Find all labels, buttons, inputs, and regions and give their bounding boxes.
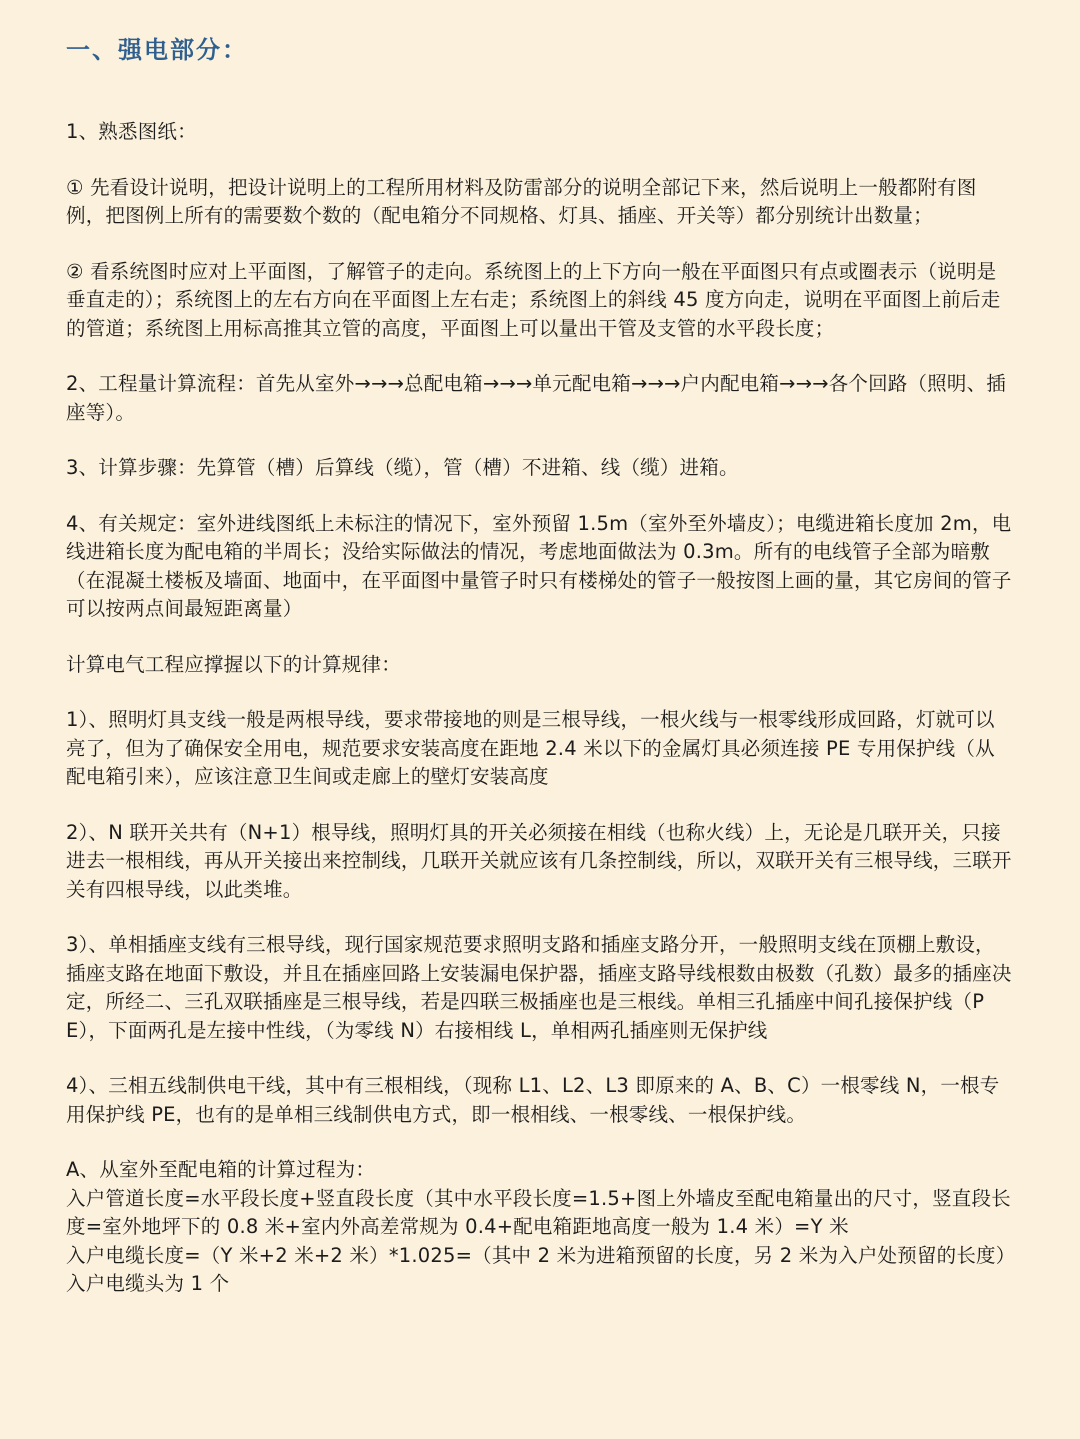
calc-pipe-length: 入户管道长度=水平段长度+竖直段长度（其中水平段长度=1.5+图上外墙皮至配电箱量出的尺寸，竖直段长度=室外地坪下的 0.8 米+室内外高差常规为 0.4+配电箱距地高度一般为 1.4 米）=Y 米	[66, 1186, 1011, 1238]
paragraph-rule-switch: 2）、N 联开关共有（N+1）根导线，照明灯具的开关必须接在相线（也称火线）上，无论是几联开关，只接进去一根相线，再从开关接出来控制线，几联开关就应该有几条控制线，所以，双联开关有三根导线，三联开关有四根导线，以此类堆。	[66, 820, 1012, 901]
section-heading: 一、强电部分：	[66, 36, 248, 64]
paragraph-rule-three-phase: 4）、三相五线制供电干线，其中有三根相线，（现称 L1、L2、L3 即原来的 A、B、C）一根零线 N，一根专用保护线 PE，也有的是单相三线制供电方式，即一根相线、一根零线、一根保护线。	[66, 1074, 1000, 1126]
calc-process-title: A、从室外至配电箱的计算过程为：	[66, 1158, 376, 1181]
paragraph-calc-flow: 2、工程量计算流程：首先从室外→→→总配电箱→→→单元配电箱→→→户内配电箱→→→各个回路（照明、插座等）。	[66, 372, 1006, 424]
calc-process-block	[66, 1156, 1014, 1299]
paragraph-rule-lighting: 1）、照明灯具支线一般是两根导线，要求带接地的则是三根导线，一根火线与一根零线形成回路，灯就可以亮了，但为了确保安全用电，规范要求安装高度在距地 2.4 米以下的金属灯具必须连接 PE 专用保护线（从配电箱引来），应该注意卫生间或走廊上的壁灯安装高度	[66, 708, 995, 788]
paragraph-rule-socket: 3）、单相插座支线有三根导线，现行国家规范要求照明支路和插座支路分开，一般照明支线在顶棚上敷设，插座支路在地面下敷设，并且在插座回路上安装漏电保护器，插座支路导线根数由极数（孔数）最多的插座决定，所经二、三孔双联插座是三根导线，若是四联三极插座也是三根线。单相三孔插座中间孔接保护线（PE），下面两孔是左接中性线，（为零线 N）右接相线 L，单相两孔插座则无保护线	[66, 933, 1012, 1042]
paragraph-calc-steps: 3、计算步骤：先算管（槽）后算线（缆），管（槽）不进箱、线（缆）进箱。	[66, 456, 739, 479]
paragraph-regulations: 4、有关规定：室外进线图纸上未标注的情况下，室外预留 1.5m（室外至外墙皮）；电缆进箱长度加 2m，电线进箱长度为配电箱的半周长；没给实际做法的情况，考虑地面做法为 0.3m。所有的电线管子全部为暗敷（在混凝土楼板及墙面、地面中，在平面图中量管子时只有楼梯处的管子一般按图上画的量，其它房间的管子可以按两点间最短距离量）	[66, 511, 1012, 620]
calc-cable-length: 入户电缆长度=（Y 米+2 米+2 米）*1.025=（其中 2 米为进箱预留的长度，另 2 米为入户处预留的长度）	[66, 1243, 1016, 1267]
paragraph-rules-title: 计算电气工程应撑握以下的计算规律：	[66, 652, 401, 676]
paragraph-design-notes: ① 先看设计说明，把设计说明上的工程所用材料及防雷部分的说明全部记下来，然后说明上一般都附有图例，把图例上所有的需要数个数的（配电箱分不同规格、灯具、插座、开关等）都分别统计出数量；	[66, 175, 977, 227]
calc-cable-head: 入户电缆头为 1 个	[66, 1272, 230, 1295]
paragraph-drawings-title: 1、熟悉图纸：	[66, 120, 197, 143]
paragraph-system-diagram: ② 看系统图时应对上平面图，了解管子的走向。系统图上的上下方向一般在平面图只有点或圈表示（说明是垂直走的）；系统图上的左右方向在平面图上左右走；系统图上的斜线 45 度方向走，说明在平面图上前后走的管道；系统图上用标高推其立管的高度，平面图上可以量出干管及支管的水平段长度；	[66, 259, 1001, 340]
